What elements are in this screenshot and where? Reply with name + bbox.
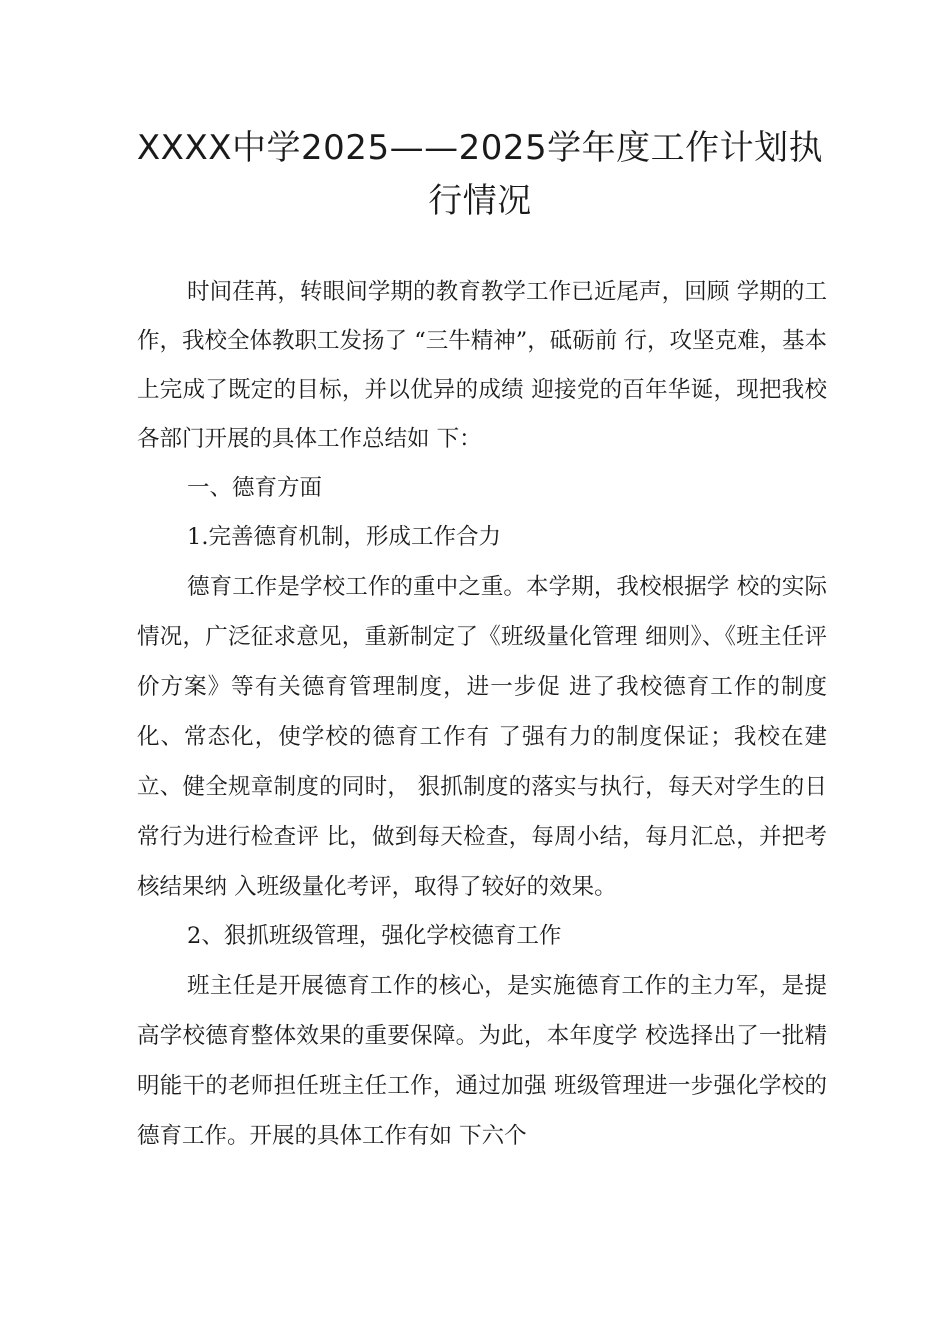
section-heading-moral-education: 一、德育方面 [187,475,323,501]
subsection-heading-2: 2、狠抓班级管理，强化学校德育工作 [187,923,562,949]
document-title: XXXX中学2025——2025学年度工作计划执行情况 [136,128,824,221]
subsection-heading-1: 1.完善德育机制，形成工作合力 [187,524,501,550]
paragraph-class-management: 班主任是开展德育工作的核心，是实施德育工作的主力军，是提高学校德育整体效果的重要保障。为此，本年度学 校选择出了一批精明能干的老师担任班主任工作，通过加强 班级管理进一步强化学校的德育工作。开展的具体工作有如 下六个 [137,973,827,1149]
paragraph-moral-mechanism: 德育工作是学校工作的重中之重。本学期，我校根据学 校的实际情况，广泛征求意见，重新制定了《班级量化管理 细则》、《班主任评价方案》等有关德育管理制度，进一步促 进了我校德育工作的制度化、常态化，使学校的德育工作有 了强有力的制度保证；我校在建立、健全规章制度的同时， 狠抓制度的落实与执行，每天对学生的日常行为进行检查评 比，做到每天检查，每周小结，每月汇总，并把考核结果纳 入班级量化考评，取得了较好的效果。 [137,574,827,900]
intro-paragraph: 时间荏苒，转眼间学期的教育教学工作已近尾声，回顾 学期的工作，我校全体教职工发扬了 “三牛精神”，砥砺前 行，攻坚克难，基本上完成了既定的目标，并以优异的成绩 迎接党的百年华诞，现把我校各部门开展的具体工作总结如 下： [137,279,827,452]
document-body [137,268,827,1161]
